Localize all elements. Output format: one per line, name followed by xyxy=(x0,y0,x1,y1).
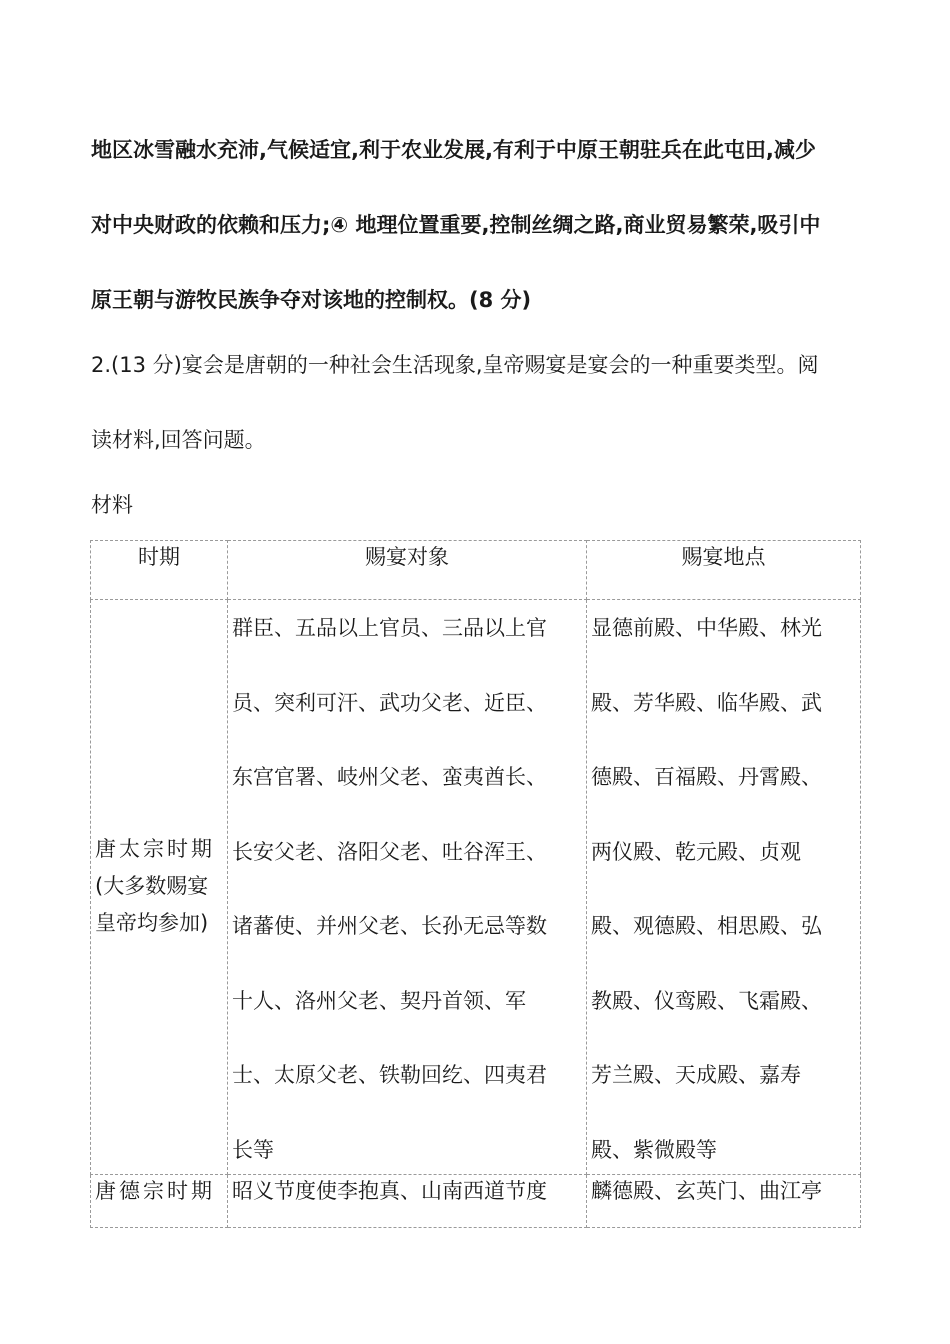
objects-line: 诸蕃使、并州父老、长孙无忌等数 xyxy=(232,914,547,938)
places-line: 殿、芳华殿、临华殿、武 xyxy=(591,690,822,715)
places-line: 显德前殿、中华殿、林光 xyxy=(591,616,822,640)
objects-cell-taizong xyxy=(228,600,587,1175)
objects-cell-dezong: 昭义节度使李抱真、山南西道节度 xyxy=(228,1174,587,1227)
period-line: 皇帝均参加) xyxy=(95,911,209,936)
places-line: 两仪殿、乾元殿、贞观 xyxy=(591,839,801,864)
material-table xyxy=(90,540,861,1228)
places-line: 殿、紫微殿等 xyxy=(591,1137,717,1162)
objects-line: 长等 xyxy=(232,1137,274,1162)
table-header-row xyxy=(91,541,861,600)
period-cell-dezong: 唐德宗时期 xyxy=(91,1174,228,1227)
header-period: 时期 xyxy=(91,541,228,600)
places-cell-dezong: 麟德殿、玄英门、曲江亭 xyxy=(587,1174,861,1227)
period-line: (大多数赐宴 xyxy=(95,874,209,899)
header-objects: 赐宴对象 xyxy=(228,541,587,600)
places-line: 德殿、百福殿、丹霄殿、 xyxy=(591,765,822,789)
answer-line-1: 地区冰雪融水充沛,气候适宜,利于农业发展,有利于中原王朝驻兵在此屯田,减少 xyxy=(91,138,816,162)
places-line: 殿、观德殿、相思殿、弘 xyxy=(591,914,822,938)
objects-line: 士、太原父老、铁勒回纥、四夷君 xyxy=(232,1063,547,1087)
places-line: 芳兰殿、天成殿、嘉寿 xyxy=(591,1063,801,1087)
objects-line: 十人、洛州父老、契丹首领、军 xyxy=(232,988,526,1013)
objects-line: 长安父老、洛阳父老、吐谷浑王、 xyxy=(232,839,547,864)
answer-line-3: 原王朝与游牧民族争夺对该地的控制权。(8 分) xyxy=(91,288,532,312)
objects-line: 群臣、五品以上官员、三品以上官 xyxy=(232,616,547,640)
period-line: 唐太宗时期 xyxy=(95,837,215,862)
header-places: 赐宴地点 xyxy=(587,541,861,600)
table-row-taizong xyxy=(91,600,861,1175)
period-cell-taizong xyxy=(91,600,228,1175)
question-line-1: 2.(13 分)宴会是唐朝的一种社会生活现象,皇帝赐宴是宴会的一种重要类型。阅 xyxy=(91,353,819,377)
table-row-dezong xyxy=(91,1174,861,1227)
material-label: 材料 xyxy=(91,493,133,517)
places-line: 教殿、仪鸾殿、飞霜殿、 xyxy=(591,988,822,1013)
objects-line: 员、突利可汗、武功父老、近臣、 xyxy=(232,690,547,715)
places-cell-taizong xyxy=(587,600,861,1175)
answer-line-2: 对中央财政的依赖和压力;④ 地理位置重要,控制丝绸之路,商业贸易繁荣,吸引中 xyxy=(91,213,821,237)
objects-line: 东宫官署、岐州父老、蛮夷酋长、 xyxy=(232,765,547,789)
question-line-2: 读材料,回答问题。 xyxy=(91,428,266,452)
